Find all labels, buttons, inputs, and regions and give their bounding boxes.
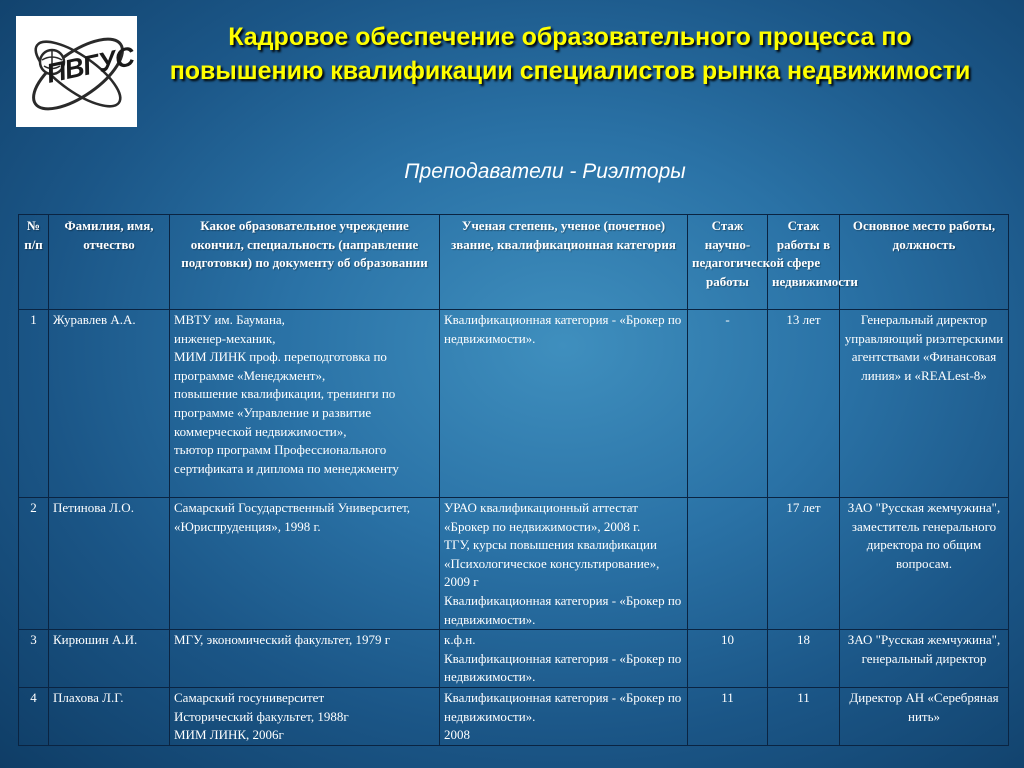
header-education: Какое образовательное учреждение окончил, специальность (направление подготовки) по документу об образовании xyxy=(170,215,440,310)
row-degree: Квалификационная категория - «Брокер по недвижимости». 2008 xyxy=(440,687,688,745)
row-full-name: Плахова Л.Г. xyxy=(49,687,170,745)
table-header-row xyxy=(19,215,1009,310)
row-teaching-experience xyxy=(688,498,768,630)
row-number: 4 xyxy=(19,687,49,745)
row-teaching-experience: 11 xyxy=(688,687,768,745)
header-realty-experience: Стаж работы в сфере недвижимости xyxy=(768,215,840,310)
table-row xyxy=(19,630,1009,688)
row-education: Самарский госуниверситет Исторический факультет, 1988г МИМ ЛИНК, 2006г xyxy=(170,687,440,745)
row-realty-experience: 13 лет xyxy=(768,310,840,498)
row-degree: УРАО квалификационный аттестат «Брокер по недвижимости», 2008 г. ТГУ, курсы повышения квалификации «Психологическое консультирование», 2009 г Квалификационная категория - «Брокер по недвижимости». xyxy=(440,498,688,630)
row-realty-experience: 11 xyxy=(768,687,840,745)
page-subtitle: Преподаватели - Риэлторы xyxy=(404,160,686,183)
table-row xyxy=(19,687,1009,745)
row-degree: к.ф.н. Квалификационная категория - «Брокер по недвижимости». xyxy=(440,630,688,688)
header-teaching-experience: Стаж научно-педагогической работы xyxy=(688,215,768,310)
row-education: МВТУ им. Баумана, инженер-механик, МИМ ЛИНК проф. переподготовка по программе «Менеджмент», повышение квалификации, тренинги по программе «Управление и развитие коммерческой недвижимости», тьютор программ Профессионального сертификата и диплома по менеджменту xyxy=(170,310,440,498)
row-workplace: Генеральный директор управляющий риэлтерскими агентствами «Финансовая линия» и «REALest-8» xyxy=(840,310,1009,498)
row-education: Самарский Государственный Университет, «Юриспруденция», 1998 г. xyxy=(170,498,440,630)
row-degree: Квалификационная категория - «Брокер по недвижимости». xyxy=(440,310,688,498)
row-teaching-experience: 10 xyxy=(688,630,768,688)
header-degree: Ученая степень, ученое (почетное) звание, квалификационная категория xyxy=(440,215,688,310)
header-full-name: Фамилия, имя, отчество xyxy=(49,215,170,310)
row-full-name: Кирюшин А.И. xyxy=(49,630,170,688)
row-workplace: ЗАО "Русская жемчужина", генеральный директор xyxy=(840,630,1009,688)
table-row xyxy=(19,310,1009,498)
row-education: МГУ, экономический факультет, 1979 г xyxy=(170,630,440,688)
row-workplace: ЗАО "Русская жемчужина", заместитель генерального директора по общим вопросам. xyxy=(840,498,1009,630)
row-workplace: Директор АН «Серебряная нить» xyxy=(840,687,1009,745)
row-teaching-experience: - xyxy=(688,310,768,498)
header-number: № п/п xyxy=(19,215,49,310)
page-title: Кадровое обеспечение образовательного процесса по повышению квалификации специалистов рынка недвижимости xyxy=(169,23,971,85)
row-realty-experience: 18 xyxy=(768,630,840,688)
row-full-name: Петинова Л.О. xyxy=(49,498,170,630)
logo-text: ПВГУС xyxy=(43,41,137,89)
header-workplace: Основное место работы, должность xyxy=(840,215,1009,310)
row-realty-experience: 17 лет xyxy=(768,498,840,630)
row-full-name: Журавлев А.А. xyxy=(49,310,170,498)
table-row xyxy=(19,498,1009,630)
university-logo xyxy=(16,16,137,127)
row-number: 2 xyxy=(19,498,49,630)
row-number: 3 xyxy=(19,630,49,688)
staff-table xyxy=(18,214,1009,746)
row-number: 1 xyxy=(19,310,49,498)
